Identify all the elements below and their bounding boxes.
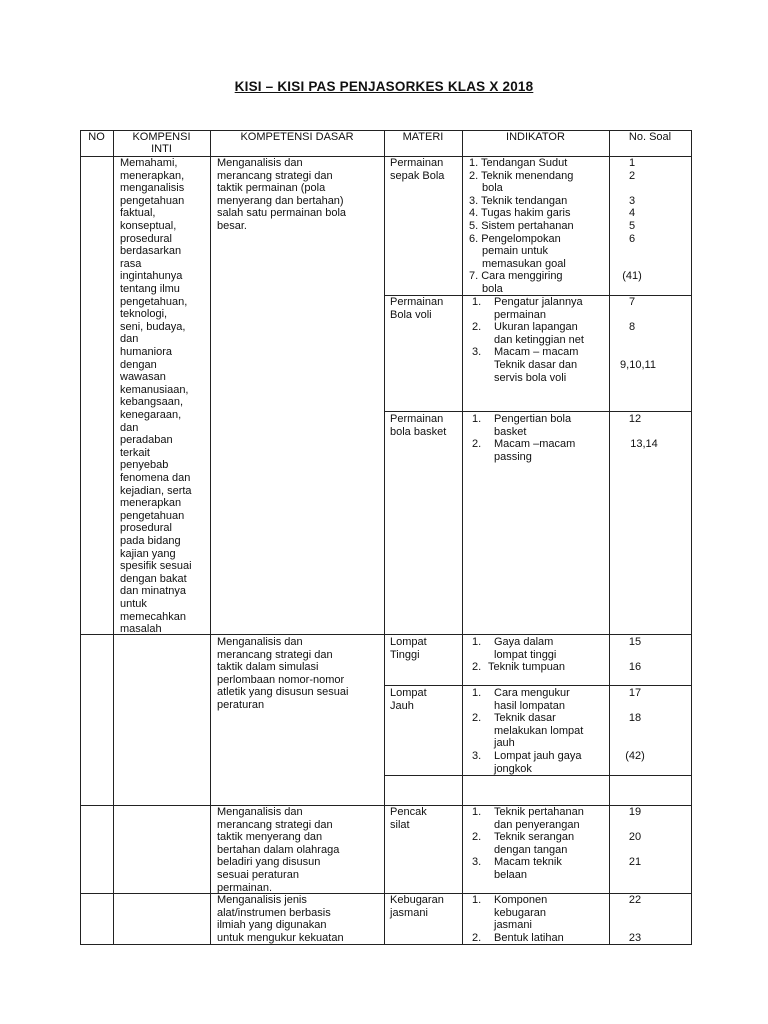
soal-number: 3 bbox=[628, 194, 636, 207]
indikator-line: 5. Sistem pertahanan bbox=[469, 220, 574, 232]
header-ki-2: INTI bbox=[151, 143, 172, 155]
indikator-line: dan ketinggian net bbox=[494, 333, 584, 346]
ki-line: seni, budaya, bbox=[120, 320, 186, 333]
soal-number: 20 bbox=[628, 831, 642, 844]
kd-line: taktik dalam simulasi bbox=[217, 661, 319, 674]
ki-line: pada bidang bbox=[120, 535, 181, 547]
kd-line: besar. bbox=[217, 220, 247, 232]
indikator-number: 2. bbox=[472, 931, 482, 944]
indikator-line: Lompat jauh gaya bbox=[494, 750, 582, 762]
header-indikator: INDIKATOR bbox=[506, 131, 565, 143]
soal-number: 15 bbox=[628, 636, 642, 648]
kd-line: Menganalisis dan bbox=[217, 636, 303, 648]
ki-line: humaniora bbox=[120, 346, 172, 358]
kd-line: perlombaan nomor-nomor bbox=[217, 673, 345, 686]
indikator-line: dan penyerangan bbox=[494, 818, 580, 831]
soal-number: 13,14 bbox=[630, 438, 658, 451]
header-no: NO bbox=[88, 131, 105, 143]
ki-line: ingintahunya bbox=[120, 270, 183, 283]
indikator-line: belaan bbox=[494, 869, 528, 881]
ki-line: masalah bbox=[120, 623, 162, 636]
kd-line: bertahan dalam olahraga bbox=[217, 843, 340, 856]
kd-line: taktik permainan (pola bbox=[217, 182, 326, 195]
indikator-line: permainan bbox=[494, 308, 546, 321]
soal-number: 16 bbox=[628, 661, 642, 674]
kd-line: menyerang dan bertahan) bbox=[217, 194, 344, 207]
soal-number: 8 bbox=[628, 321, 636, 334]
kd-line: permainan. bbox=[217, 881, 273, 894]
ki-line: terkait bbox=[120, 446, 150, 459]
ki-line: dengan bakat bbox=[120, 572, 187, 585]
kd-line: beladiri yang disusun bbox=[217, 856, 321, 869]
soal-number: 21 bbox=[628, 856, 642, 869]
indikator-line: Teknik dasar bbox=[494, 712, 556, 725]
ki-line: dan bbox=[120, 333, 139, 346]
indikator-line: Teknik pertahanan bbox=[494, 806, 584, 818]
ki-line: konseptual, bbox=[120, 220, 177, 232]
page-title: KISI – KISI PAS PENJASORKES KLAS X 2018 bbox=[234, 79, 534, 94]
indikator-line: lompat tinggi bbox=[494, 648, 557, 661]
materi-sepak-bola: Permainan bbox=[390, 157, 444, 169]
indikator-line: 1. Tendangan Sudut bbox=[469, 157, 568, 169]
indikator-line: bola bbox=[482, 182, 503, 195]
materi-bola-basket: bola basket bbox=[390, 425, 447, 438]
soal-number: 19 bbox=[628, 806, 642, 818]
indikator-line: Macam –macam bbox=[494, 438, 576, 451]
ki-line: dengan bbox=[120, 358, 157, 371]
indikator-line: Pengertian bola bbox=[494, 413, 572, 425]
ki-line: peradaban bbox=[120, 434, 173, 447]
kd-line: Menganalisis dan bbox=[217, 157, 303, 169]
indikator-number: 1. bbox=[472, 687, 482, 699]
soal-number: 7 bbox=[628, 296, 636, 308]
materi-sepak-bola: sepak Bola bbox=[390, 169, 445, 182]
indikator-line: Gaya dalam bbox=[494, 636, 554, 648]
kd-line: merancang strategi dan bbox=[217, 818, 333, 831]
kd-line: sesuai peraturan bbox=[217, 869, 299, 881]
ki-line: prosedural bbox=[120, 522, 172, 535]
indikator-line: pemain untuk bbox=[482, 245, 549, 258]
indikator-line: Bentuk latihan bbox=[494, 931, 564, 944]
ki-line: menerapkan bbox=[120, 497, 182, 510]
materi-lompat-tinggi: Tinggi bbox=[390, 648, 420, 661]
indikator-line: basket bbox=[494, 425, 527, 438]
indikator-line: Komponen bbox=[494, 894, 548, 906]
indikator-number: 2. bbox=[472, 831, 482, 844]
ki-line: kemanusiaan, bbox=[120, 383, 189, 396]
kd-line: peraturan bbox=[217, 699, 265, 711]
kd-line: salah satu permainan bola bbox=[217, 207, 347, 220]
ki-line: Memahami, bbox=[120, 157, 178, 169]
soal-number: 6 bbox=[628, 232, 636, 245]
indikator-line: Teknik serangan bbox=[494, 831, 575, 844]
ki-line: menganalisis bbox=[120, 182, 185, 195]
soal-number: 12 bbox=[628, 413, 642, 425]
indikator-number: 2. bbox=[472, 661, 482, 674]
indikator-number: 2. bbox=[472, 712, 482, 725]
indikator-line: Cara mengukur bbox=[494, 687, 570, 699]
indikator-number: 2. bbox=[472, 321, 482, 334]
indikator-line: Ukuran lapangan bbox=[494, 321, 578, 334]
indikator-line: jauh bbox=[494, 737, 515, 750]
indikator-line: passing bbox=[494, 450, 532, 463]
ki-line: pengetahuan bbox=[120, 194, 185, 207]
kd-line: atletik yang disusun sesuai bbox=[217, 686, 349, 699]
indikator-number: 1. bbox=[472, 413, 482, 425]
soal-number: 9,10,11 bbox=[620, 359, 656, 371]
soal-number: 18 bbox=[628, 712, 642, 725]
indikator-number: 1. bbox=[472, 636, 482, 648]
indikator-line: Macam – macam bbox=[494, 346, 579, 359]
ki-line: spesifik sesuai bbox=[120, 560, 192, 573]
indikator-line: Teknik tumpuan bbox=[488, 661, 566, 674]
ki-line: faktual, bbox=[120, 207, 156, 220]
header-materi: MATERI bbox=[402, 131, 444, 143]
ki-line: dan bbox=[120, 421, 139, 434]
header-no-soal: No. Soal bbox=[628, 131, 672, 143]
indikator-line: Teknik dasar dan bbox=[494, 359, 578, 371]
indikator-line: jongkok bbox=[494, 762, 532, 775]
materi-lompat-tinggi: Lompat bbox=[390, 636, 427, 648]
materi-pencak-silat: silat bbox=[390, 818, 410, 831]
kd-line: alat/instrumen berbasis bbox=[217, 906, 331, 919]
ki-line: kejadian, serta bbox=[120, 484, 192, 497]
indikator-number: 2. bbox=[472, 438, 482, 451]
ki-line: kajian yang bbox=[120, 547, 176, 560]
ki-line: tentang ilmu bbox=[120, 283, 180, 295]
ki-line: kebangsaan, bbox=[120, 396, 183, 409]
ki-line: pengetahuan bbox=[120, 509, 185, 522]
indikator-line: bola bbox=[482, 283, 503, 295]
ki-line: dan minatnya bbox=[120, 585, 187, 598]
materi-lompat-jauh: Jauh bbox=[390, 699, 414, 712]
indikator-line: 6. Pengelompokan bbox=[469, 232, 561, 245]
kd-line: merancang strategi dan bbox=[217, 169, 333, 182]
header-kd: KOMPETENSI DASAR bbox=[240, 131, 354, 143]
indikator-line: Macam teknik bbox=[494, 856, 562, 869]
indikator-line: 7. Cara menggiring bbox=[469, 270, 563, 283]
ki-line: pengetahuan, bbox=[120, 295, 188, 308]
indikator-number: 3. bbox=[472, 750, 482, 762]
indikator-line: memasukan goal bbox=[482, 257, 566, 270]
kd-line: Menganalisis dan bbox=[217, 806, 303, 818]
indikator-line: jasmani bbox=[494, 919, 532, 932]
kd-line: untuk mengukur kekuatan bbox=[217, 931, 344, 944]
kd-line: ilmiah yang digunakan bbox=[217, 919, 327, 932]
indikator-line: 4. Tugas hakim garis bbox=[469, 207, 571, 220]
soal-number: 23 bbox=[628, 931, 642, 944]
indikator-number: 3. bbox=[472, 346, 482, 359]
materi-bola-voli: Permainan bbox=[390, 296, 444, 308]
indikator-line: Pengatur jalannya bbox=[494, 296, 583, 308]
ki-line: memecahkan bbox=[120, 610, 187, 623]
ki-line: prosedural bbox=[120, 232, 172, 245]
ki-line: menerapkan, bbox=[120, 169, 185, 182]
indikator-line: kebugaran bbox=[494, 906, 546, 919]
ki-line: teknologi, bbox=[120, 308, 168, 321]
ki-line: rasa bbox=[120, 257, 142, 270]
soal-number: 2 bbox=[628, 169, 636, 182]
materi-kebugaran: Kebugaran bbox=[390, 894, 444, 906]
ki-line: fenomena dan bbox=[120, 472, 191, 484]
indikator-line: 3. Teknik tendangan bbox=[469, 194, 568, 207]
indikator-line: servis bola voli bbox=[494, 371, 567, 384]
ki-line: wawasan bbox=[120, 371, 166, 384]
materi-bola-basket: Permainan bbox=[390, 413, 444, 425]
indikator-line: melakukan lompat bbox=[494, 724, 584, 737]
kd-line: taktik menyerang dan bbox=[217, 831, 323, 844]
soal-number: 22 bbox=[628, 894, 642, 906]
soal-number: 1 bbox=[628, 157, 636, 169]
ki-line: kenegaraan, bbox=[120, 409, 182, 421]
indikator-line: dengan tangan bbox=[494, 843, 568, 856]
kd-line: Menganalisis jenis bbox=[217, 894, 307, 906]
materi-kebugaran: jasmani bbox=[390, 906, 428, 919]
header-ki: KOMPENSI bbox=[132, 131, 191, 143]
indikator-number: 1. bbox=[472, 806, 482, 818]
soal-number: 4 bbox=[628, 207, 636, 220]
ki-line: untuk bbox=[120, 598, 147, 610]
indikator-line: 2. Teknik menendang bbox=[469, 169, 574, 182]
indikator-number: 1. bbox=[472, 296, 482, 308]
materi-bola-voli: Bola voli bbox=[390, 308, 432, 321]
soal-number: (42) bbox=[625, 750, 645, 762]
kd-line: merancang strategi dan bbox=[217, 648, 333, 661]
soal-number: 5 bbox=[628, 220, 636, 232]
soal-number: (41) bbox=[622, 270, 642, 283]
indikator-line: hasil lompatan bbox=[494, 699, 565, 712]
materi-lompat-jauh: Lompat bbox=[390, 687, 427, 699]
ki-line: berdasarkan bbox=[120, 245, 182, 258]
soal-number: 17 bbox=[628, 687, 642, 699]
indikator-number: 1. bbox=[472, 894, 482, 906]
materi-pencak-silat: Pencak bbox=[390, 806, 427, 818]
indikator-number: 3. bbox=[472, 856, 482, 869]
ki-line: penyebab bbox=[120, 459, 169, 472]
